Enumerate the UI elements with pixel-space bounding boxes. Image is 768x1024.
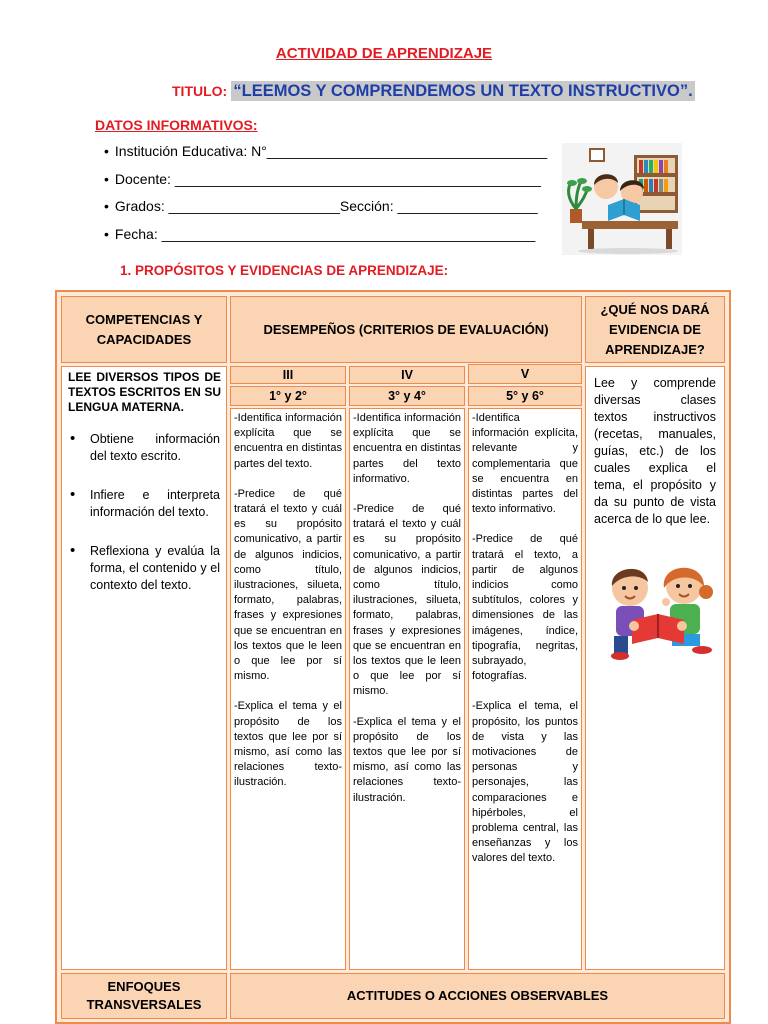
desempeno-text: -Identifica información explícita, relevante y complementaria que se encuentra en distintas partes del texto informativo. xyxy=(472,412,578,516)
desempenos-iii-cell xyxy=(230,408,346,970)
titulo-value: “LEEMOS Y COMPRENDEMOS UN TEXTO INSTRUCTIVO”. xyxy=(233,82,693,100)
capacidades-list xyxy=(62,415,226,594)
desempeno-text: -Predice de qué tratará el texto y cuál es su propósito comunicativo, a partir de algunos indicios, como título, ilustraciones, silueta, formato, palabras, frases y expresiones que se encuentran en los textos que le leen o que lee por sí mismo. xyxy=(234,487,342,683)
cycle-iii-header: III xyxy=(230,366,346,384)
datos-item-fecha: • Fecha: ________________________________________________ xyxy=(104,226,554,254)
desempeno-text: -Explica el tema y el propósito de los textos que lee por sí mismo, así como las relaciones texto-ilustración. xyxy=(353,715,461,804)
desempenos-iv-cell xyxy=(349,408,465,970)
datos-item-institucion: • Institución Educativa: N°____________________________________ xyxy=(104,143,554,171)
grades-iv-header: 3° y 4° xyxy=(349,386,465,406)
desempeno-text: -Predice de qué tratará el texto y cuál es su propósito comunicativo, a partir de algunos indicios, como título, ilustraciones, silueta, formato, palabras, frases y expresiones que se encuentran en los textos que le leen o que lee por sí mismo. xyxy=(353,503,461,698)
desempeno-text: -Identifica información explícita que se encuentra en distintas partes del texto. xyxy=(234,412,342,470)
datos-item-grados: • Grados: ______________________Sección: __________________ xyxy=(104,198,554,226)
datos-item-docente: • Docente: _______________________________________________ xyxy=(104,171,554,199)
cycle-iv-header: IV xyxy=(349,366,465,384)
actitudes-header: ACTITUDES O ACCIONES OBSERVABLES xyxy=(230,973,725,1019)
desempeno-text: -Explica el tema y el propósito de los textos que lee por sí mismo, así como las relaciones texto-ilustración. xyxy=(234,700,342,789)
capacidad-item: • Reflexiona y evalúa la forma, el contenido y el contexto del texto. xyxy=(68,543,220,594)
activity-title xyxy=(172,82,695,101)
datos-informativos-heading: DATOS INFORMATIVOS: xyxy=(95,117,258,133)
desempeno-text: -Identifica información explícita que se encuentra en distintas partes del texto informativo. xyxy=(353,412,461,485)
desempeno-text: -Predice de qué tratará el texto, a partir de algunos indicios como subtítulos, colores y dimensiones de las imágenes, índice, tipografía, negritas, subrayado, fotografías. xyxy=(472,533,578,683)
header-desempenos: DESEMPEÑOS (CRITERIOS DE EVALUACIÓN) xyxy=(230,296,582,363)
enfoques-transversales-header: ENFOQUES TRANSVERSALES xyxy=(61,973,227,1019)
section-1-heading: 1. PROPÓSITOS Y EVIDENCIAS DE APRENDIZAJE: xyxy=(120,263,449,278)
evidencia-cell xyxy=(585,366,725,970)
competencia-main: LEE DIVERSOS TIPOS DE TEXTOS ESCRITOS EN SU LENGUA MATERNA. xyxy=(68,370,221,414)
titulo-label: TITULO: xyxy=(172,83,228,99)
grades-iii-header: 1° y 2° xyxy=(230,386,346,406)
datos-list xyxy=(104,143,554,253)
header-competencias: COMPETENCIAS Y CAPACIDADES xyxy=(61,296,227,363)
evidencia-text: Lee y comprende diversas clases textos instructivos (recetas, manuales, guías, etc.) de los cuales explica el tema, el propósito y da su punto de vista acerca de lo que lee. xyxy=(594,376,716,526)
desempenos-v-cell xyxy=(468,408,582,970)
kids-reading-book-illustration xyxy=(596,558,720,662)
desempeno-text: -Explica el tema, el propósito, los puntos de vista y las motivaciones de personas y personajes, las comparaciones e hipérboles, el problema central, las enseñanzas y los valores del texto. xyxy=(472,700,578,865)
header-evidencia: ¿QUÉ NOS DARÁ EVIDENCIA DE APRENDIZAJE? xyxy=(585,296,725,363)
capacidad-item: • Obtiene información del texto escrito. xyxy=(68,431,220,465)
page-title: ACTIVIDAD DE APRENDIZAJE xyxy=(275,45,493,62)
capacidad-item: • Infiere e interpreta información del texto. xyxy=(68,487,220,521)
competencias-cell xyxy=(61,366,227,970)
grades-v-header: 5° y 6° xyxy=(468,386,582,406)
cycle-v-header: V xyxy=(468,364,582,384)
kids-reading-library-illustration xyxy=(562,143,682,255)
